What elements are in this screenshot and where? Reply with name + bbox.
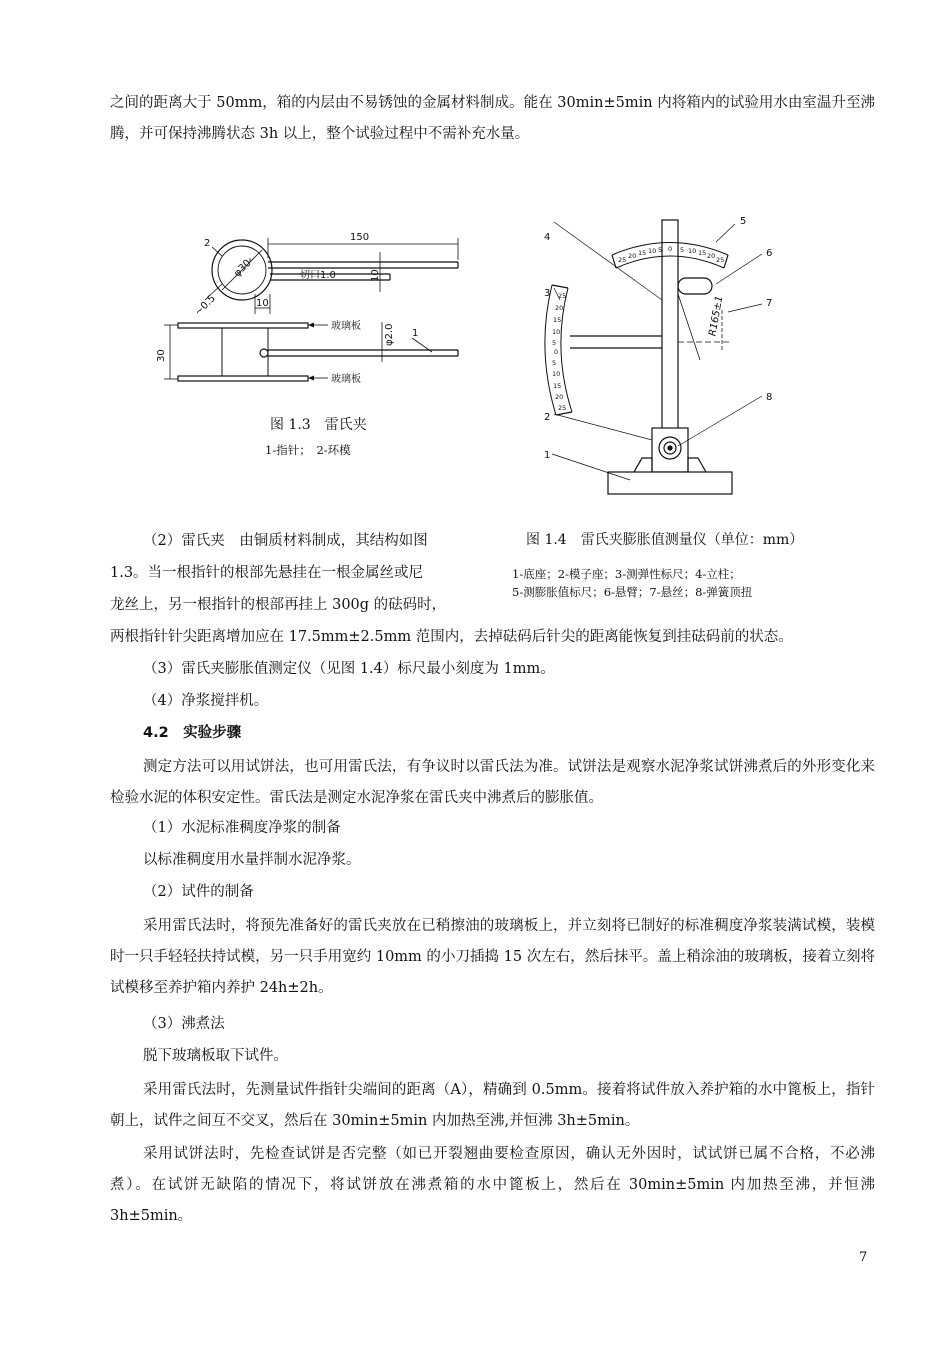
fig14-top-scale-4: 5 [658, 246, 663, 254]
fig14-top-scale-9: 20 [707, 252, 716, 260]
fig14-label-7: 7 [766, 298, 773, 309]
fig13-phi2: φ2.0 [384, 323, 395, 346]
method-paragraph: 测定方法可以用试饼法，也可用雷氏法，有争议时以雷氏法为准。试饼法是观察水泥净浆试饼沸煮后的外形变化来检验水泥的体积安定性。雷氏法是测定水泥净浆在雷氏夹中沸煮后的膨胀值。 [110, 759, 875, 806]
section-heading: 4.2 实验步骤 [143, 725, 242, 741]
fig14-side-scale-0: 25 [558, 292, 567, 300]
fig14-label-8: 8 [766, 392, 773, 403]
step2-title: （2）试件的制备 [143, 884, 254, 900]
step1-text: 以标准稠度用水量拌制水泥净浆。 [143, 852, 361, 868]
step1-title: （1）水泥标准稠度净浆的制备 [143, 820, 341, 836]
fig14-top-scale-10: 25 [716, 256, 725, 264]
fig13-dim-10h: 10 [256, 298, 269, 309]
fig14-legend-line2: 5-测膨胀值标尺；6-悬臂；7-悬丝；8-弹簧顶扭 [512, 585, 753, 599]
fig13-dim-30: 30 [156, 349, 167, 362]
step2-text: 采用雷氏法时，将预先准备好的雷氏夹放在已稍擦油的玻璃板上，并立刻将已制好的标准稠度净浆装满试模，装模时一只手轻轻扶持试模，另一只手用宽约 10mm 的小刀插捣 15 次左右，然后抹平。盖上稍涂油的玻璃板，接着立刻将试模移至养护箱内养护 24h±2h。 [110, 918, 875, 996]
fig14-label-6: 6 [766, 248, 773, 259]
fig14-caption: 图 1.4 雷氏夹膨胀值测量仪（单位：mm） [526, 532, 804, 548]
fig13-gap: ~0.5 [192, 293, 218, 319]
fig14-label-2: 2 [544, 412, 551, 423]
item-3: （3）雷氏夹膨胀值测定仪（见图 1.4）标尺最小刻度为 1mm。 [143, 661, 555, 677]
fig14-top-scale-3: 10 [648, 247, 657, 255]
fig14-top-scale-8: 15 [698, 249, 707, 257]
fig13-num2: 2 [204, 238, 211, 249]
page-number: 7 [859, 1250, 868, 1265]
figure-1-3-leishi-clamp [150, 222, 470, 397]
figure-1-4-measuring-instrument [530, 200, 800, 510]
fig14-side-scale-5: 0 [554, 348, 559, 356]
item-4: （4）净浆搅拌机。 [143, 693, 269, 709]
fig14-side-scale-6: 5 [552, 359, 557, 367]
fig13-legend: 1-指针； 2-环模 [265, 443, 351, 457]
fig14-label-1: 1 [544, 450, 551, 461]
step3-text: 脱下玻璃板取下试件。 [143, 1048, 288, 1064]
fig14-side-scale-8: 15 [553, 382, 562, 390]
fig14-top-scale-6: 5 [680, 246, 685, 254]
fig14-top-scale-5: 0 [668, 245, 673, 253]
fig13-glass-top: 玻璃板 [331, 321, 361, 332]
fig14-side-scale-7: 10 [552, 370, 561, 378]
step3-paragraph-b: 采用试饼法时，先检查试饼是否完整（如已开裂翘曲要检查原因，确认无外因时，试试饼已属不合格，不必沸煮）。在试饼无缺陷的情况下，将试饼放在沸煮箱的水中篦板上，然后在 30min±5min 内加热至沸，并恒沸 3h±5min。 [110, 1146, 875, 1224]
fig14-label-3: 3 [544, 288, 551, 299]
fig14-side-scale-3: 10 [552, 328, 561, 336]
fig14-top-scale-7: 10 [688, 247, 697, 255]
intro-paragraph: 之间的距离大于 50mm，箱的内层由不易锈蚀的金属材料制成。能在 30min±5min 内将箱内的试验用水由室温升至沸腾，并可保持沸腾状态 3h 以上，整个试验过程中不需补充水量。 [110, 95, 875, 142]
fig13-cut: 切口1.0 [300, 270, 336, 281]
fig14-label-5: 5 [740, 216, 747, 227]
fig14-side-scale-9: 20 [555, 393, 564, 401]
fig14-legend-line1: 1-底座；2-模子座；3-测弹性标尺；4-立柱； [512, 567, 741, 581]
fig14-side-scale-1: 20 [555, 304, 564, 312]
fig14-side-scale-4: 5 [552, 339, 557, 347]
step3-paragraph-a: 采用雷氏法时，先测量试件指针尖端间的距离（A），精确到 0.5mm。接着将试件放入养护箱的水中篦板上，指针朝上，试件之间互不交叉，然后在 30min±5min 内加热至沸,并恒沸 3h±5min。 [110, 1082, 875, 1129]
fig14-label-4: 4 [544, 232, 551, 243]
fig13-dim-10v: 10 [370, 269, 381, 282]
fig14-radius: R165±1 [707, 294, 726, 338]
leishi-para-line2: 1.3。当一根指针的根部先悬挂在一根金属丝或尼 [110, 565, 424, 581]
fig13-num1: 1 [412, 328, 419, 339]
leishi-para-line3: 龙丝上，另一根指针的根部再挂上 300g 的砝码时， [110, 597, 447, 613]
fig14-top-scale-0: 25 [618, 256, 627, 264]
fig14-top-scale-1: 20 [628, 252, 637, 260]
fig13-glass-bottom: 玻璃板 [331, 374, 361, 385]
fig14-side-scale-10: 25 [558, 404, 567, 412]
fig13-phi30: φ30 [232, 257, 254, 280]
leishi-para-line1: （2）雷氏夹 由铜质材料制成，其结构如图 [143, 533, 428, 549]
fig13-dim-150: 150 [350, 232, 370, 243]
fig13-caption: 图 1.3 雷氏夹 [270, 417, 367, 433]
fig14-top-scale-2: 15 [638, 249, 647, 257]
leishi-para-line4: 两根指针针尖距离增加应在 17.5mm±2.5mm 范围内，去掉砝码后针尖的距离能恢复到挂砝码前的状态。 [110, 629, 793, 645]
fig14-side-scale-2: 15 [553, 316, 562, 324]
step3-title: （3）沸煮法 [143, 1016, 225, 1032]
